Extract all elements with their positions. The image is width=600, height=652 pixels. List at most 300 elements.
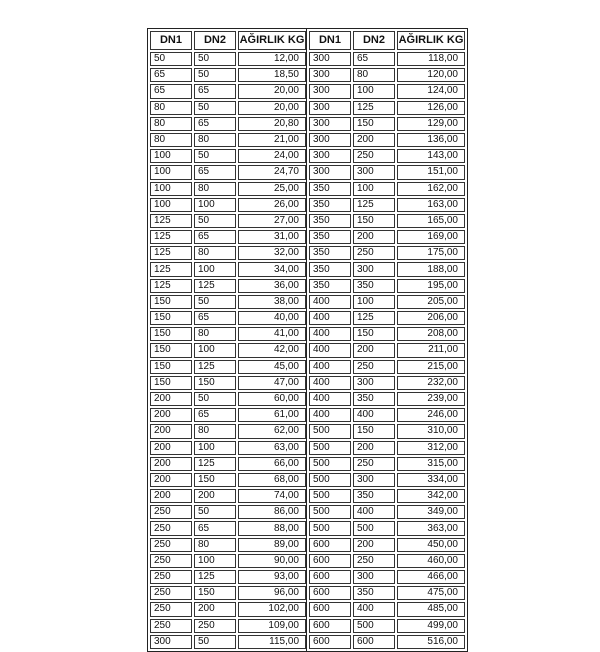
cell-weight-kg: 475,00 bbox=[397, 586, 465, 600]
table-row bbox=[150, 262, 306, 276]
cell-dn2: 350 bbox=[353, 489, 395, 503]
cell-dn2: 600 bbox=[353, 635, 395, 649]
cell-weight-kg: 129,00 bbox=[397, 117, 465, 131]
table-row bbox=[150, 392, 306, 406]
header-weight-kg: AĞIRLIK KG bbox=[397, 31, 465, 50]
cell-dn1: 125 bbox=[150, 246, 192, 260]
cell-dn2: 65 bbox=[194, 408, 236, 422]
table-row bbox=[150, 165, 306, 179]
cell-dn1: 250 bbox=[150, 521, 192, 535]
table-row bbox=[150, 84, 306, 98]
cell-dn2: 50 bbox=[194, 635, 236, 649]
cell-dn1: 150 bbox=[150, 295, 192, 309]
table-row bbox=[309, 538, 465, 552]
header-dn1: DN1 bbox=[309, 31, 351, 50]
cell-dn2: 65 bbox=[194, 165, 236, 179]
cell-dn2: 300 bbox=[353, 376, 395, 390]
cell-dn2: 500 bbox=[353, 521, 395, 535]
cell-dn2: 400 bbox=[353, 505, 395, 519]
cell-dn2: 80 bbox=[194, 182, 236, 196]
cell-dn2: 300 bbox=[353, 165, 395, 179]
table-row bbox=[150, 149, 306, 163]
cell-dn1: 400 bbox=[309, 392, 351, 406]
table-row bbox=[309, 376, 465, 390]
table-row bbox=[309, 198, 465, 212]
cell-dn2: 100 bbox=[353, 182, 395, 196]
cell-weight-kg: 349,00 bbox=[397, 505, 465, 519]
cell-weight-kg: 334,00 bbox=[397, 473, 465, 487]
table-row bbox=[309, 360, 465, 374]
cell-dn2: 100 bbox=[194, 441, 236, 455]
cell-weight-kg: 40,00 bbox=[238, 311, 306, 325]
cell-dn2: 150 bbox=[194, 376, 236, 390]
cell-dn1: 250 bbox=[150, 505, 192, 519]
cell-dn1: 350 bbox=[309, 198, 351, 212]
cell-dn2: 125 bbox=[194, 457, 236, 471]
cell-dn2: 80 bbox=[194, 133, 236, 147]
table-row bbox=[150, 554, 306, 568]
cell-dn2: 80 bbox=[194, 424, 236, 438]
cell-weight-kg: 342,00 bbox=[397, 489, 465, 503]
header-dn1: DN1 bbox=[150, 31, 192, 50]
table-row bbox=[150, 635, 306, 649]
cell-weight-kg: 126,00 bbox=[397, 101, 465, 115]
cell-weight-kg: 102,00 bbox=[238, 602, 306, 616]
cell-weight-kg: 89,00 bbox=[238, 538, 306, 552]
table-row bbox=[309, 408, 465, 422]
table-row bbox=[309, 68, 465, 82]
table-row bbox=[309, 262, 465, 276]
cell-weight-kg: 239,00 bbox=[397, 392, 465, 406]
cell-dn1: 350 bbox=[309, 262, 351, 276]
cell-dn1: 500 bbox=[309, 424, 351, 438]
cell-weight-kg: 118,00 bbox=[397, 52, 465, 66]
table-row bbox=[309, 473, 465, 487]
cell-dn1: 250 bbox=[150, 554, 192, 568]
cell-weight-kg: 485,00 bbox=[397, 602, 465, 616]
table-row bbox=[150, 457, 306, 471]
table-row bbox=[150, 52, 306, 66]
cell-weight-kg: 25,00 bbox=[238, 182, 306, 196]
cell-dn1: 300 bbox=[309, 101, 351, 115]
cell-dn1: 100 bbox=[150, 182, 192, 196]
cell-dn1: 250 bbox=[150, 586, 192, 600]
cell-dn1: 600 bbox=[309, 619, 351, 633]
table-row bbox=[150, 295, 306, 309]
header-dn2: DN2 bbox=[194, 31, 236, 50]
cell-dn1: 125 bbox=[150, 279, 192, 293]
table-row bbox=[309, 311, 465, 325]
cell-dn1: 200 bbox=[150, 392, 192, 406]
cell-weight-kg: 516,00 bbox=[397, 635, 465, 649]
cell-dn2: 125 bbox=[194, 279, 236, 293]
cell-weight-kg: 120,00 bbox=[397, 68, 465, 82]
cell-weight-kg: 90,00 bbox=[238, 554, 306, 568]
cell-dn2: 300 bbox=[353, 570, 395, 584]
cell-weight-kg: 115,00 bbox=[238, 635, 306, 649]
cell-dn1: 100 bbox=[150, 165, 192, 179]
cell-dn2: 65 bbox=[194, 311, 236, 325]
cell-dn2: 100 bbox=[194, 343, 236, 357]
weight-table bbox=[306, 28, 468, 652]
cell-dn1: 600 bbox=[309, 635, 351, 649]
cell-weight-kg: 124,00 bbox=[397, 84, 465, 98]
table-row bbox=[309, 635, 465, 649]
cell-dn1: 65 bbox=[150, 84, 192, 98]
cell-dn2: 250 bbox=[353, 149, 395, 163]
cell-dn2: 200 bbox=[353, 538, 395, 552]
table-row bbox=[150, 521, 306, 535]
cell-weight-kg: 34,00 bbox=[238, 262, 306, 276]
table-row bbox=[309, 214, 465, 228]
table-row bbox=[150, 327, 306, 341]
cell-weight-kg: 31,00 bbox=[238, 230, 306, 244]
cell-dn1: 200 bbox=[150, 424, 192, 438]
cell-weight-kg: 96,00 bbox=[238, 586, 306, 600]
cell-weight-kg: 460,00 bbox=[397, 554, 465, 568]
cell-dn2: 250 bbox=[353, 246, 395, 260]
cell-dn1: 150 bbox=[150, 376, 192, 390]
cell-dn1: 200 bbox=[150, 473, 192, 487]
table-row bbox=[309, 570, 465, 584]
cell-dn2: 250 bbox=[194, 619, 236, 633]
table-row bbox=[150, 586, 306, 600]
table-row bbox=[150, 214, 306, 228]
cell-weight-kg: 93,00 bbox=[238, 570, 306, 584]
table-row bbox=[150, 343, 306, 357]
cell-dn1: 100 bbox=[150, 149, 192, 163]
cell-dn2: 400 bbox=[353, 602, 395, 616]
cell-dn1: 600 bbox=[309, 602, 351, 616]
table-row bbox=[150, 505, 306, 519]
table-row bbox=[150, 311, 306, 325]
cell-dn1: 500 bbox=[309, 473, 351, 487]
cell-weight-kg: 24,70 bbox=[238, 165, 306, 179]
cell-dn1: 125 bbox=[150, 230, 192, 244]
cell-dn1: 150 bbox=[150, 343, 192, 357]
cell-dn1: 300 bbox=[309, 84, 351, 98]
cell-dn1: 350 bbox=[309, 230, 351, 244]
table-row bbox=[309, 149, 465, 163]
cell-weight-kg: 86,00 bbox=[238, 505, 306, 519]
cell-weight-kg: 205,00 bbox=[397, 295, 465, 309]
cell-dn1: 80 bbox=[150, 133, 192, 147]
table-row bbox=[150, 198, 306, 212]
cell-dn2: 200 bbox=[194, 602, 236, 616]
cell-dn2: 350 bbox=[353, 279, 395, 293]
table-row bbox=[309, 521, 465, 535]
cell-weight-kg: 36,00 bbox=[238, 279, 306, 293]
header-dn2: DN2 bbox=[353, 31, 395, 50]
cell-dn1: 200 bbox=[150, 441, 192, 455]
table-row bbox=[309, 392, 465, 406]
cell-dn1: 150 bbox=[150, 360, 192, 374]
cell-weight-kg: 20,80 bbox=[238, 117, 306, 131]
cell-dn1: 400 bbox=[309, 311, 351, 325]
table-row bbox=[309, 441, 465, 455]
cell-weight-kg: 42,00 bbox=[238, 343, 306, 357]
cell-weight-kg: 211,00 bbox=[397, 343, 465, 357]
table-row bbox=[309, 457, 465, 471]
cell-dn1: 300 bbox=[309, 52, 351, 66]
table-row bbox=[150, 117, 306, 131]
cell-dn1: 500 bbox=[309, 441, 351, 455]
cell-weight-kg: 66,00 bbox=[238, 457, 306, 471]
cell-weight-kg: 175,00 bbox=[397, 246, 465, 260]
table-row bbox=[309, 586, 465, 600]
cell-weight-kg: 169,00 bbox=[397, 230, 465, 244]
cell-dn2: 200 bbox=[353, 230, 395, 244]
cell-weight-kg: 61,00 bbox=[238, 408, 306, 422]
table-row bbox=[309, 424, 465, 438]
cell-dn2: 150 bbox=[353, 214, 395, 228]
cell-dn1: 600 bbox=[309, 538, 351, 552]
cell-dn2: 150 bbox=[353, 424, 395, 438]
cell-dn1: 500 bbox=[309, 457, 351, 471]
table-row bbox=[150, 538, 306, 552]
cell-dn2: 150 bbox=[194, 586, 236, 600]
cell-dn2: 50 bbox=[194, 505, 236, 519]
cell-dn1: 400 bbox=[309, 408, 351, 422]
cell-weight-kg: 26,00 bbox=[238, 198, 306, 212]
cell-dn1: 300 bbox=[309, 149, 351, 163]
table-row bbox=[150, 408, 306, 422]
cell-dn2: 50 bbox=[194, 68, 236, 82]
cell-dn2: 100 bbox=[353, 295, 395, 309]
cell-dn2: 100 bbox=[194, 554, 236, 568]
cell-dn2: 50 bbox=[194, 214, 236, 228]
cell-dn2: 250 bbox=[353, 457, 395, 471]
cell-weight-kg: 12,00 bbox=[238, 52, 306, 66]
cell-dn1: 150 bbox=[150, 327, 192, 341]
table-row bbox=[150, 360, 306, 374]
weight-table-left bbox=[147, 28, 309, 652]
cell-dn1: 500 bbox=[309, 489, 351, 503]
cell-dn2: 250 bbox=[353, 554, 395, 568]
cell-dn2: 500 bbox=[353, 619, 395, 633]
cell-weight-kg: 27,00 bbox=[238, 214, 306, 228]
table-row bbox=[309, 279, 465, 293]
cell-dn1: 350 bbox=[309, 182, 351, 196]
cell-weight-kg: 24,00 bbox=[238, 149, 306, 163]
table-row bbox=[309, 343, 465, 357]
cell-weight-kg: 62,00 bbox=[238, 424, 306, 438]
cell-dn2: 50 bbox=[194, 101, 236, 115]
cell-weight-kg: 165,00 bbox=[397, 214, 465, 228]
cell-weight-kg: 41,00 bbox=[238, 327, 306, 341]
cell-dn1: 200 bbox=[150, 457, 192, 471]
cell-dn2: 65 bbox=[353, 52, 395, 66]
cell-dn1: 350 bbox=[309, 246, 351, 260]
cell-dn2: 65 bbox=[194, 84, 236, 98]
cell-dn1: 600 bbox=[309, 570, 351, 584]
cell-dn1: 200 bbox=[150, 408, 192, 422]
cell-dn2: 200 bbox=[353, 343, 395, 357]
cell-weight-kg: 151,00 bbox=[397, 165, 465, 179]
cell-dn1: 300 bbox=[309, 165, 351, 179]
cell-dn2: 150 bbox=[353, 117, 395, 131]
table-row bbox=[150, 133, 306, 147]
cell-weight-kg: 32,00 bbox=[238, 246, 306, 260]
cell-weight-kg: 162,00 bbox=[397, 182, 465, 196]
cell-weight-kg: 232,00 bbox=[397, 376, 465, 390]
table-row bbox=[309, 295, 465, 309]
cell-weight-kg: 143,00 bbox=[397, 149, 465, 163]
cell-weight-kg: 88,00 bbox=[238, 521, 306, 535]
cell-weight-kg: 45,00 bbox=[238, 360, 306, 374]
cell-dn1: 65 bbox=[150, 68, 192, 82]
cell-weight-kg: 310,00 bbox=[397, 424, 465, 438]
cell-weight-kg: 215,00 bbox=[397, 360, 465, 374]
cell-weight-kg: 60,00 bbox=[238, 392, 306, 406]
table-row bbox=[150, 441, 306, 455]
table-row bbox=[150, 424, 306, 438]
cell-dn2: 100 bbox=[194, 198, 236, 212]
table-row bbox=[309, 327, 465, 341]
cell-dn1: 80 bbox=[150, 101, 192, 115]
cell-dn2: 350 bbox=[353, 586, 395, 600]
cell-weight-kg: 20,00 bbox=[238, 101, 306, 115]
cell-dn2: 250 bbox=[353, 360, 395, 374]
cell-weight-kg: 74,00 bbox=[238, 489, 306, 503]
table-row bbox=[150, 619, 306, 633]
cell-weight-kg: 18,50 bbox=[238, 68, 306, 82]
cell-dn2: 125 bbox=[353, 198, 395, 212]
table-header-row bbox=[150, 31, 306, 50]
cell-dn2: 50 bbox=[194, 52, 236, 66]
cell-dn2: 80 bbox=[353, 68, 395, 82]
cell-dn1: 50 bbox=[150, 52, 192, 66]
cell-dn1: 300 bbox=[309, 117, 351, 131]
cell-dn2: 100 bbox=[353, 84, 395, 98]
table-row bbox=[309, 117, 465, 131]
cell-dn1: 350 bbox=[309, 279, 351, 293]
cell-dn1: 400 bbox=[309, 343, 351, 357]
table-row bbox=[309, 602, 465, 616]
cell-dn1: 500 bbox=[309, 521, 351, 535]
cell-dn2: 200 bbox=[353, 441, 395, 455]
cell-dn1: 125 bbox=[150, 214, 192, 228]
cell-weight-kg: 163,00 bbox=[397, 198, 465, 212]
cell-dn2: 100 bbox=[194, 262, 236, 276]
cell-dn1: 300 bbox=[309, 133, 351, 147]
cell-dn2: 125 bbox=[353, 101, 395, 115]
cell-dn1: 200 bbox=[150, 489, 192, 503]
weight-table bbox=[147, 28, 309, 652]
table-row bbox=[150, 602, 306, 616]
cell-weight-kg: 312,00 bbox=[397, 441, 465, 455]
cell-dn1: 600 bbox=[309, 554, 351, 568]
cell-dn1: 100 bbox=[150, 198, 192, 212]
cell-dn1: 600 bbox=[309, 586, 351, 600]
cell-dn2: 80 bbox=[194, 538, 236, 552]
cell-dn1: 250 bbox=[150, 602, 192, 616]
table-row bbox=[309, 505, 465, 519]
header-weight-kg: AĞIRLIK KG bbox=[238, 31, 306, 50]
cell-dn2: 300 bbox=[353, 262, 395, 276]
cell-dn2: 300 bbox=[353, 473, 395, 487]
cell-weight-kg: 206,00 bbox=[397, 311, 465, 325]
cell-dn1: 250 bbox=[150, 619, 192, 633]
cell-weight-kg: 315,00 bbox=[397, 457, 465, 471]
cell-dn1: 300 bbox=[150, 635, 192, 649]
cell-dn2: 65 bbox=[194, 230, 236, 244]
weight-table-right bbox=[306, 28, 468, 652]
cell-dn1: 150 bbox=[150, 311, 192, 325]
cell-weight-kg: 450,00 bbox=[397, 538, 465, 552]
table-header-row bbox=[309, 31, 465, 50]
cell-weight-kg: 63,00 bbox=[238, 441, 306, 455]
table-body bbox=[150, 52, 306, 649]
cell-dn2: 350 bbox=[353, 392, 395, 406]
table-row bbox=[309, 554, 465, 568]
cell-dn1: 250 bbox=[150, 570, 192, 584]
table-row bbox=[309, 246, 465, 260]
cell-weight-kg: 21,00 bbox=[238, 133, 306, 147]
cell-dn2: 65 bbox=[194, 117, 236, 131]
table-body bbox=[309, 52, 465, 649]
table-row bbox=[150, 182, 306, 196]
table-row bbox=[150, 570, 306, 584]
cell-dn1: 80 bbox=[150, 117, 192, 131]
table-row bbox=[309, 52, 465, 66]
table-row bbox=[150, 279, 306, 293]
cell-dn1: 400 bbox=[309, 360, 351, 374]
cell-dn2: 125 bbox=[194, 570, 236, 584]
cell-dn2: 125 bbox=[194, 360, 236, 374]
table-row bbox=[150, 101, 306, 115]
table-row bbox=[150, 68, 306, 82]
cell-weight-kg: 47,00 bbox=[238, 376, 306, 390]
cell-weight-kg: 363,00 bbox=[397, 521, 465, 535]
cell-dn1: 350 bbox=[309, 214, 351, 228]
cell-dn2: 150 bbox=[353, 327, 395, 341]
cell-weight-kg: 499,00 bbox=[397, 619, 465, 633]
table-row bbox=[309, 165, 465, 179]
table-row bbox=[150, 246, 306, 260]
cell-weight-kg: 38,00 bbox=[238, 295, 306, 309]
table-row bbox=[309, 489, 465, 503]
table-row bbox=[309, 84, 465, 98]
cell-weight-kg: 246,00 bbox=[397, 408, 465, 422]
cell-dn2: 200 bbox=[353, 133, 395, 147]
cell-dn1: 300 bbox=[309, 68, 351, 82]
cell-weight-kg: 208,00 bbox=[397, 327, 465, 341]
cell-dn2: 200 bbox=[194, 489, 236, 503]
table-row bbox=[309, 182, 465, 196]
cell-weight-kg: 188,00 bbox=[397, 262, 465, 276]
cell-weight-kg: 109,00 bbox=[238, 619, 306, 633]
table-row bbox=[150, 376, 306, 390]
cell-dn2: 80 bbox=[194, 246, 236, 260]
cell-dn2: 80 bbox=[194, 327, 236, 341]
table-row bbox=[309, 133, 465, 147]
table-row bbox=[309, 101, 465, 115]
cell-dn1: 500 bbox=[309, 505, 351, 519]
cell-weight-kg: 136,00 bbox=[397, 133, 465, 147]
table-row bbox=[150, 489, 306, 503]
cell-dn2: 125 bbox=[353, 311, 395, 325]
cell-weight-kg: 68,00 bbox=[238, 473, 306, 487]
cell-dn1: 400 bbox=[309, 376, 351, 390]
cell-dn2: 50 bbox=[194, 149, 236, 163]
table-row bbox=[150, 473, 306, 487]
cell-dn1: 400 bbox=[309, 327, 351, 341]
cell-dn1: 400 bbox=[309, 295, 351, 309]
cell-dn2: 50 bbox=[194, 392, 236, 406]
cell-dn2: 50 bbox=[194, 295, 236, 309]
table-row bbox=[309, 230, 465, 244]
